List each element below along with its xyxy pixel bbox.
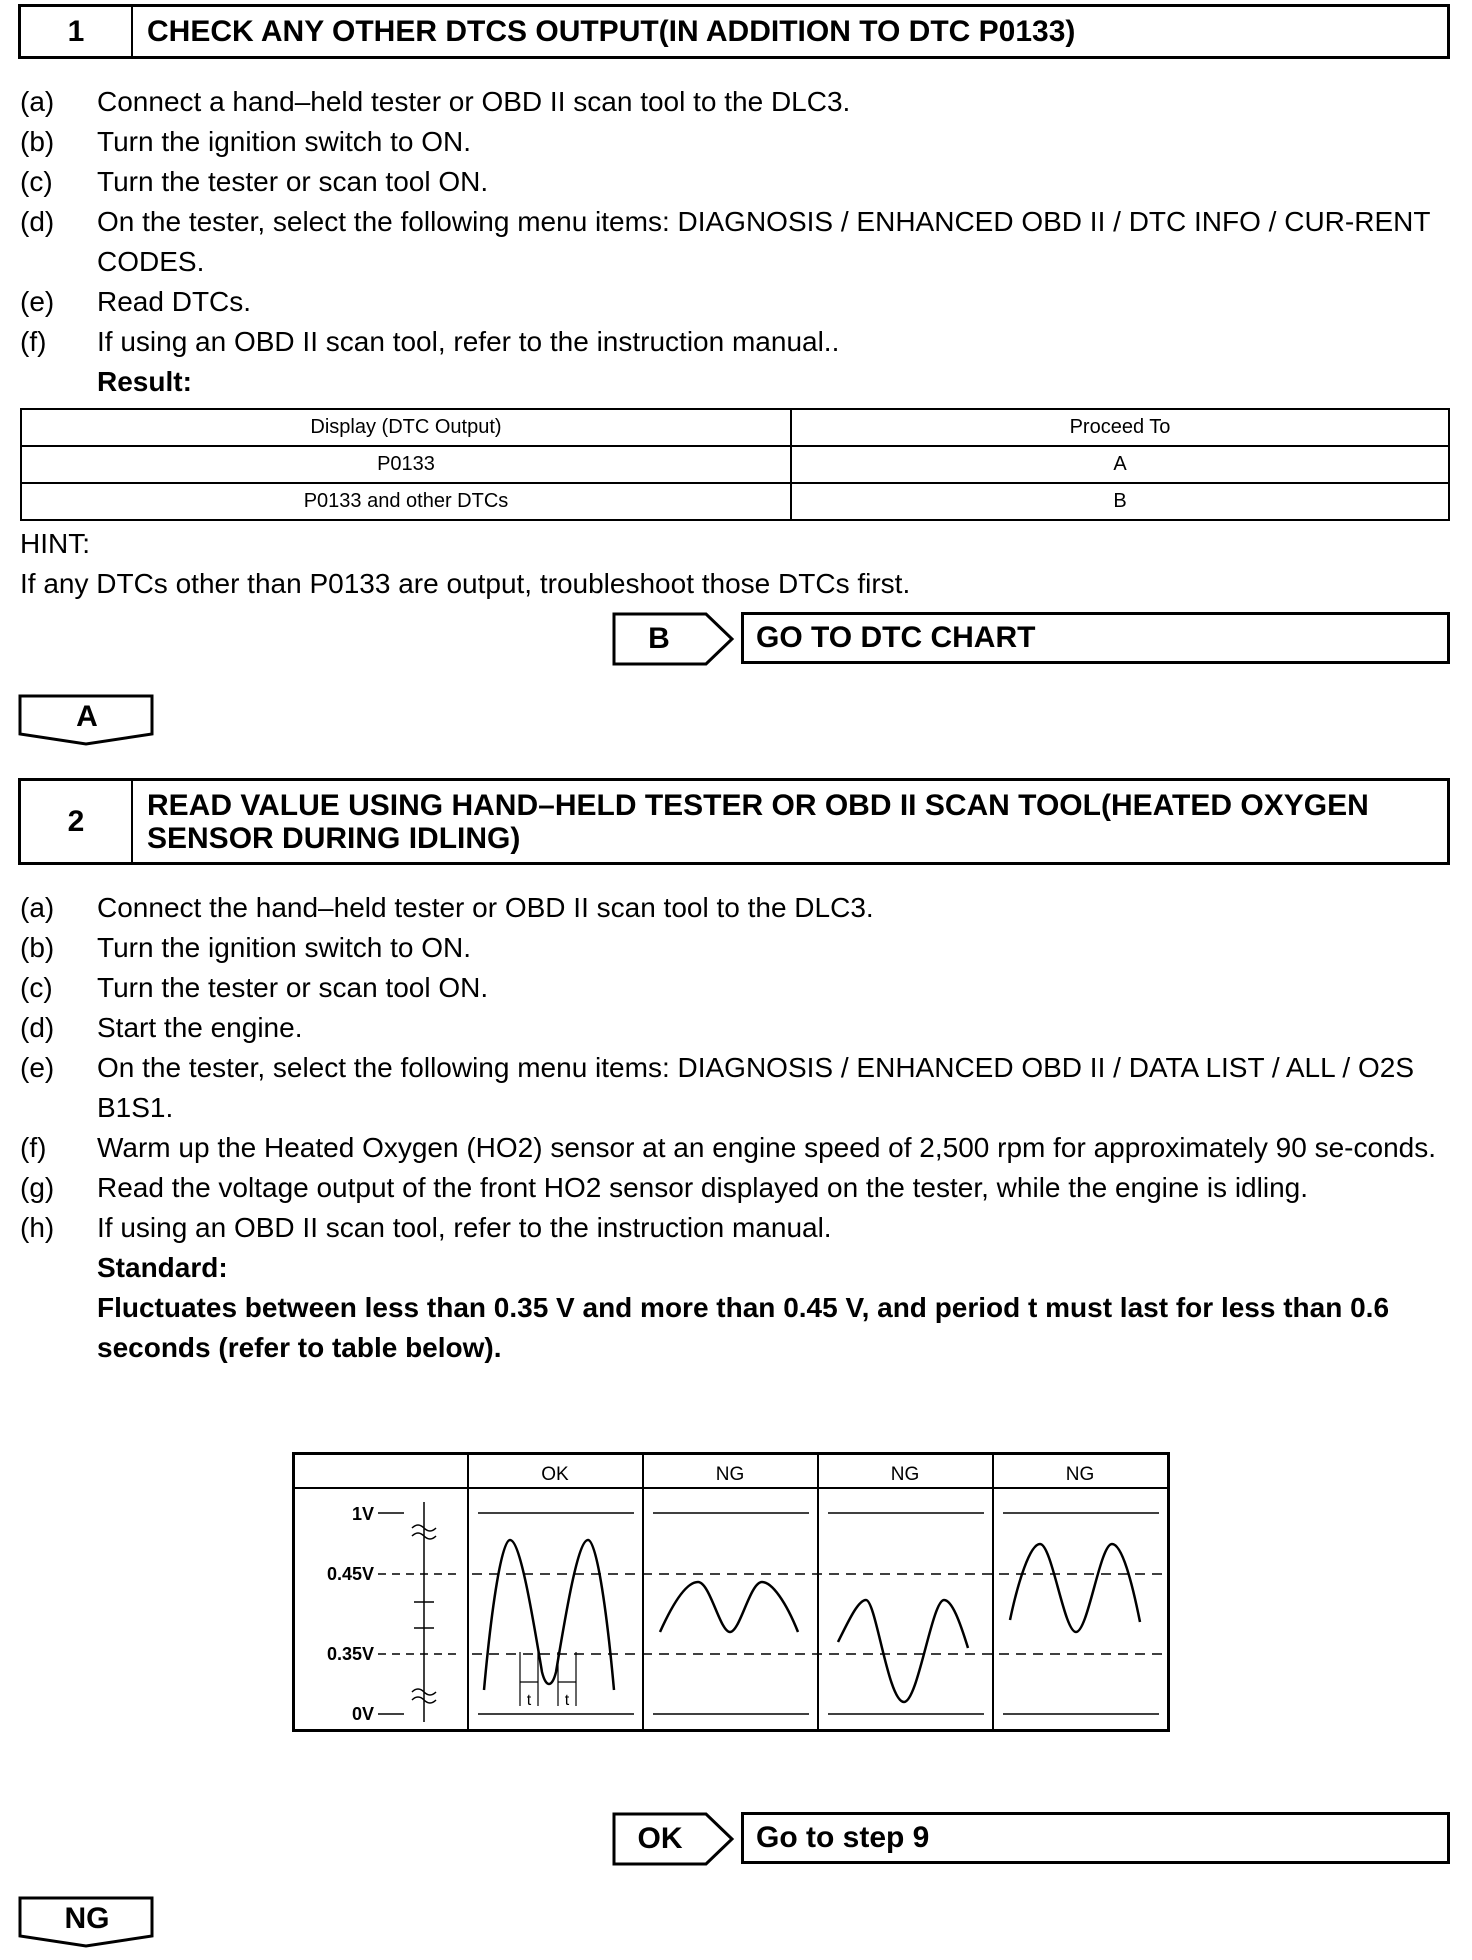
list-item: (f) Warm up the Heated Oxygen (HO2) sensor at an engine speed of 2,500 rpm for approximately 90 se-conds. xyxy=(20,1132,1436,1163)
list-item: (d) On the tester, select the following menu items: DIAGNOSIS / ENHANCED OBD II / DTC INFO / CUR-RENT CODES. xyxy=(20,206,1430,277)
step-1-instructions xyxy=(20,82,1450,402)
list-item: (f) If using an OBD II scan tool, refer to the instruction manual.. xyxy=(20,326,840,357)
list-item: (d) Start the engine. xyxy=(20,1012,303,1043)
standard-text: Fluctuates between less than 0.35 V and more than 0.45 V, and period t must last for less than 0.6 seconds (refer to table below). xyxy=(97,1292,1390,1363)
step-1-title: CHECK ANY OTHER DTCS OUTPUT(IN ADDITION TO DTC P0133) xyxy=(147,15,1076,48)
table-cell: P0133 xyxy=(21,446,791,483)
table-cell: A xyxy=(791,446,1449,483)
hint-label: HINT: xyxy=(20,528,90,559)
step-2-number: 2 xyxy=(21,781,133,862)
list-item: (b) Turn the ignition switch to ON. xyxy=(20,932,472,963)
table-header: Proceed To xyxy=(791,409,1449,446)
list-item: (e) On the tester, select the following menu items: DIAGNOSIS / ENHANCED OBD II / DATA LIST / ALL / O2S B1S1. xyxy=(20,1052,1415,1123)
column-header-ok: OK xyxy=(541,1464,569,1485)
list-item: (b) Turn the ignition switch to ON. xyxy=(20,126,472,157)
list-item: (c) Turn the tester or scan tool ON. xyxy=(20,166,489,197)
goto-dtc-chart: GO TO DTC CHART xyxy=(741,612,1450,664)
step-1-header xyxy=(18,4,1450,59)
continue-ng-key: NG xyxy=(64,1902,110,1935)
axis-label-0v: 0V xyxy=(351,1704,374,1724)
list-item: (e) Read DTCs. xyxy=(20,286,252,317)
list-item: (g) Read the voltage output of the front HO2 sensor displayed on the tester, while the engine is idling. xyxy=(20,1172,1308,1203)
result-label: Result: xyxy=(97,366,192,397)
column-header-ng: NG xyxy=(715,1464,745,1485)
table-row xyxy=(21,483,1449,520)
list-item: (c) Turn the tester or scan tool ON. xyxy=(20,972,489,1003)
step-2-instructions xyxy=(20,888,1450,1368)
step-2-header xyxy=(18,778,1450,865)
table-header: Display (DTC Output) xyxy=(21,409,791,446)
column-header-ng: NG xyxy=(1065,1464,1095,1485)
goto-step-9: Go to step 9 xyxy=(741,1812,1450,1864)
axis-label-035v: 0.35V xyxy=(326,1644,374,1664)
list-item: (h) If using an OBD II scan tool, refer to the instruction manual. xyxy=(20,1212,832,1243)
period-label: t xyxy=(526,1692,532,1709)
result-table xyxy=(20,408,1450,521)
table-cell: P0133 and other DTCs xyxy=(21,483,791,520)
table-cell: B xyxy=(791,483,1449,520)
standard-label: Standard: xyxy=(97,1252,228,1283)
column-header-ng: NG xyxy=(890,1464,920,1485)
step-1-number: 1 xyxy=(21,7,133,56)
period-label: t xyxy=(564,1692,570,1709)
axis-label-045v: 0.45V xyxy=(326,1564,374,1584)
list-item: (a) Connect the hand–held tester or OBD II scan tool to the DLC3. xyxy=(20,892,874,923)
hint-text: If any DTCs other than P0133 are output, troubleshoot those DTCs first. xyxy=(20,568,911,599)
goto-b-key: B xyxy=(648,622,670,655)
table-header-row xyxy=(21,409,1449,446)
continue-a-key: A xyxy=(76,700,98,733)
list-item: (a) Connect a hand–held tester or OBD II scan tool to the DLC3. xyxy=(20,86,851,117)
table-row xyxy=(21,446,1449,483)
goto-ok-key: OK xyxy=(637,1822,683,1855)
step-2-title: READ VALUE USING HAND–HELD TESTER OR OBD II SCAN TOOL(HEATED OXYGEN SENSOR DURING IDLING) xyxy=(147,788,1369,855)
waveform-diagram xyxy=(292,1452,1172,1732)
axis-label-1v: 1V xyxy=(351,1504,374,1524)
